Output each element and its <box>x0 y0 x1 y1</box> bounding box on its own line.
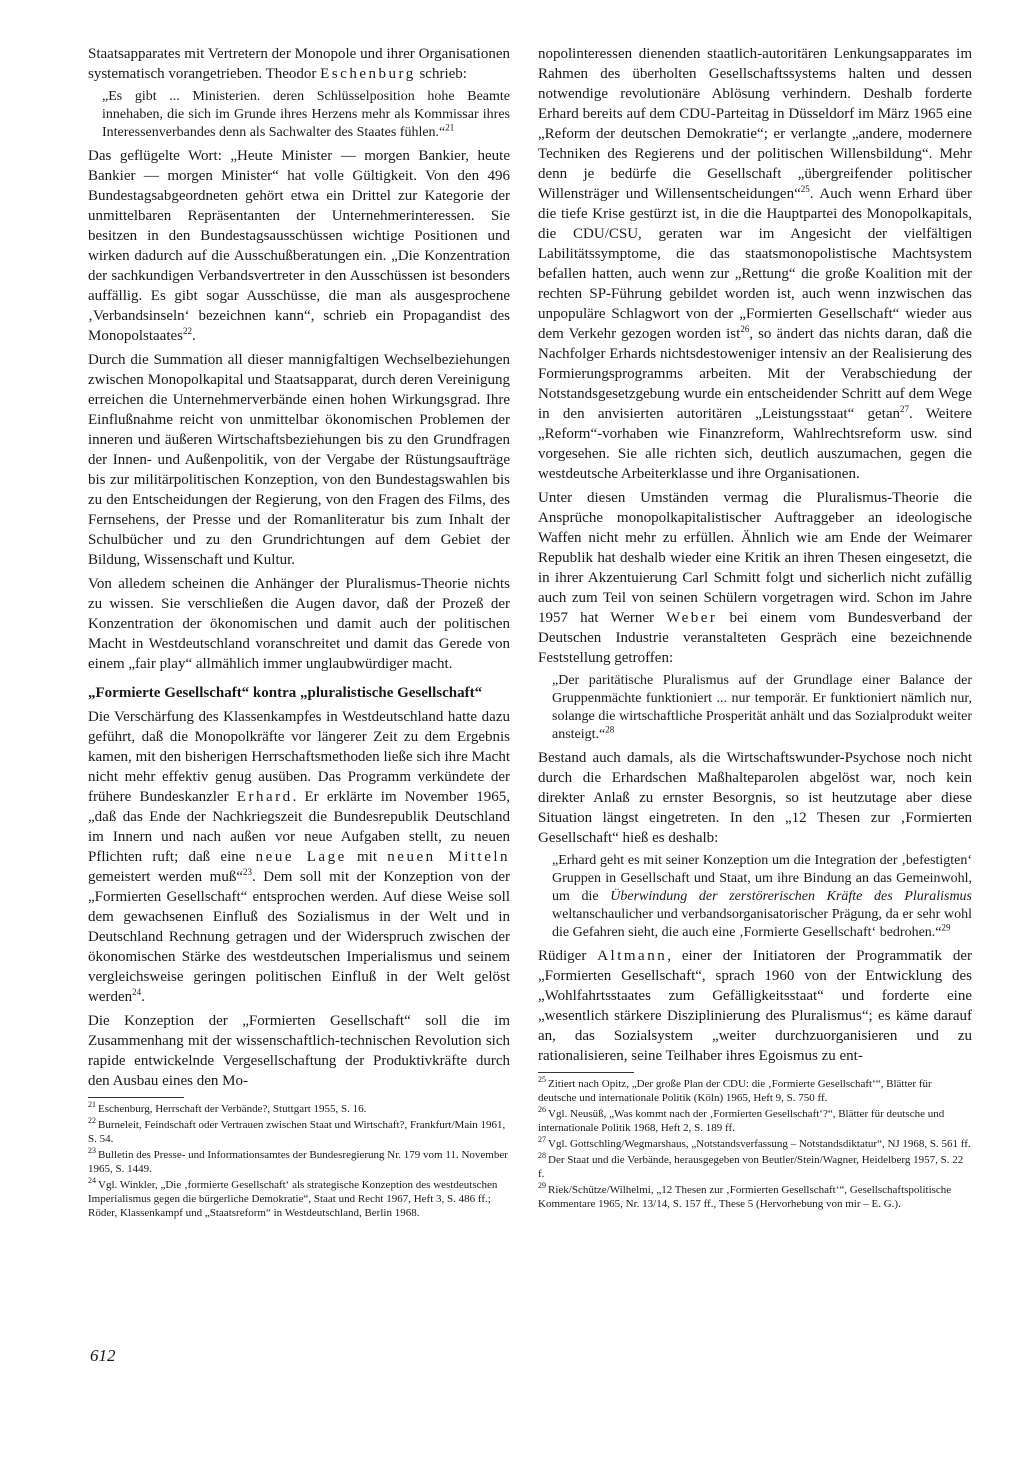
footnote: $^{24}$ Vgl. Winkler, „Die ‚formierte Gesellschaft‘ als strategische Konzeption des westdeutschen Imperialismus gegen die bürgerliche Demokratie“, Staat und Recht 1967, Heft 3, S. 486 ff.; Röder, Klassenkampf und „Staatsreform“ in Westdeutschland, Berlin 1968. <box>88 1176 498 1219</box>
paragraph: Die Verschärfung des Klassenkampfes in Westdeutschland hatte dazu geführt, daß die Monopolkräfte vor längerer Zeit zu dem Ergebnis kamen, mit den bisherigen Herrschaftsmethoden ließe sich ihre Macht nicht mehr effektiv genug ausüben. Das Programm verkündete der frühere Bundeskanzler Erhard. Er erklärte im November 1965, „daß das Ende der Nachkriegszeit die Bundesrepublik Deutschland im Innern und nach außen vor neue Aufgaben stellt, zu neuen Pflichten ruft; daß eine neue Lage mit neuen Mitteln gemeistert werden muß“$^{23}$. Dem soll mit der Konzeption von der „Formierten Gesellschaft“ entsprochen werden. Auf diese Weise soll dem gewachsenen Einfluß des Sozialismus in der Welt und in Deutschland Rechnung getragen und der Widerspruch zwischen der ökonomischen Stärke des westdeutschen Imperialismus und seinem vergleichsweise geringen politischen Einfluß in der Welt gelöst werden$^{24}$. <box>88 709 511 1005</box>
paragraph: Staatsapparates mit Vertretern der Monopole und ihrer Organisationen systematisch vorangetrieben. Theodor Eschenburg schrieb: <box>88 46 510 82</box>
author-name: Erhard <box>236 789 293 805</box>
paragraph: Rüdiger Altmann, einer der Initiatoren der Programmatik der „Formierten Gesellschaft“, sprach 1960 von der Entwicklung des „Wohlfahrtsstaates zum Gefälligkeitsstaat“ und forderte eine „wesentlich stärkere Disziplinierung des Pluralismus“; es käme darauf an, das Sozialsystem „weiter durchzuorganisieren und zu rationalisieren, seine Teilhaber ihres Egoismus zu ent- <box>538 948 973 1064</box>
author-name: Eschenburg <box>320 66 416 82</box>
paragraph: nopolinteressen dienenden staatlich-autoritären Lenkungsapparates im Rahmen des überholten Gesellschaftssystems halten und dessen notwendige revolutionäre Ablösung verhindern. Deshalb forderte Erhard bereits auf dem CDU-Parteitag in Düsseldorf im März 1965 eine „Reform der deutschen Demokratie“; er verlangte „andere, modernere Techniken des Regierens und der politischen Willensbildung“. Mehr denn je bedürfe die Gesellschaft „übergreifender politischer Willensträger und Willensentscheidungen“$^{25}$. Auch wenn Erhard über die tiefe Krise gestürzt ist, in die die Hauptpartei des Monopolkapitals, die CDU/CSU, geraten war im Angesicht der vielfältigen Labilitätssymptome, die das staatsmonopolistische Machtsystem befallen hatten, auch wenn zur „Rettung“ die große Koalition mit der rechten SP-Führung gebildet worden ist, auch wenn inzwischen das unpopuläre Schlagwort von der „Formierten Gesellschaft“ wieder aus dem Verkehr gezogen worden ist$^{26}$, so ändert das nichts daran, daß die Nachfolger Erhards nichtsdestoweniger intensiv an der Realisierung des Formierungsprogramms arbeiten. Mit der Verabschiedung der Notstandsgesetzgebung wurde ein entscheidender Schritt auf dem Wege in den anvisierten autoritären „Leistungsstaat“ getan$^{27}$. Weitere „Reform“-vorhaben wie Finanzreform, Wahlrechtsreform usw. sind vorgesehen. Sie alle richten sich, deutlich auszumachen, gegen die westdeutsche Arbeiterklasse und ihre Organisationen. <box>538 46 972 482</box>
footnote-ref: 23 <box>242 867 252 877</box>
section-heading: „Formierte Gesellschaft“ kontra „pluralistische Gesellschaft“ <box>88 685 483 701</box>
paragraph: Von alledem scheinen die Anhänger der Pluralismus-Theorie nichts zu wissen. Sie verschließen die Augen davor, daß der Prozeß der Konzentration der ökonomischen und damit auch der politischen Macht in Westdeutschland voranschreitet und damit das Gerede von einem „fair play“ allmählich immer unglaubwürdiger macht. <box>88 576 510 672</box>
footnote: $^{27}$ Vgl. Gottschling/Wegmarshaus, „Notstandsverfassung – Notstandsdiktatur“, NJ 1968, S. 561 ff. <box>538 1135 971 1150</box>
emphasis: Überwindung der zerstörerischen Kräfte des Pluralismus <box>610 889 972 904</box>
left-column <box>88 44 510 1222</box>
paragraph: Unter diesen Umständen vermag die Pluralismus-Theorie die Ansprüche monopolkapitalistischer Auftraggeber an ideologische Waffen nicht mehr zu erfüllen. Ähnlich wie am Ende der Weimarer Republik hat deshalb wieder eine Kritik an ihren Thesen eingesetzt, die in ihrer Akzentuierung Carl Schmitt folgt und sicherlich nicht zufällig auch zum Teil von seinen Schülern vorgetragen wird. Schon im Jahre 1957 hat Werner Weber bei einem vom Bundesverband der Deutschen Industrie veranstalteten Gespräch eine bezeichnende Feststellung getroffen: <box>538 490 973 666</box>
author-name: Weber <box>666 610 718 626</box>
paragraph: Das geflügelte Wort: „Heute Minister — morgen Bankier, heute Bankier — morgen Minister“ hat volle Gültigkeit. Von den 496 Bundestagsabgeordneten gehört etwa ein Drittel zur Kategorie der unmittelbaren Repräsentanten der Unternehmerinteressen. Sie besitzen in den Bundestagsausschüssen wichtige Positionen und wirken dadurch auf die Ausschußberatungen ein. „Die Konzentration der sachkundigen Verbandsvertreter in den Ausschüssen ist besonders auffällig. Es gibt sogar Ausschüsse, die man als ausgesprochene ‚Verbandsinseln‘ bezeichnen kann“, schrieb ein Propagandist des Monopolstaates$^{22}$. <box>88 148 510 344</box>
footnote-divider <box>538 1072 634 1073</box>
paragraph: Durch die Summation all dieser mannigfaltigen Wechselbeziehungen zwischen Monopolkapital und Staatsapparat, durch deren Vereinigung erreichen die Unternehmerverbände einen hohen Wirkungsgrad. Ihre Einflußnahme reicht von unmittelbar ökonomischen Problemen der inneren und äußeren Wirtschaftsbeziehungen bis zu den Grundfragen der Innen- und Außenpolitik, von der Vergabe der Rüstungsaufträge bis zur militärpolitischen Konzeption, von den Bundestagswahlen bis zu den Entscheidungen der Regierung, von den Fragen des Films, des Fernsehens, der Presse und der Romanliteratur bis zum Inhalt der Schulbücher und zu den Grundrichtungen auf dem Gebiet der Bildung, Wissenschaft und Kultur. <box>88 352 510 568</box>
quote: „Erhard geht es mit seiner Konzeption um die Integration der ‚befestigten‘ Gruppen in Gesellschaft und Staat, um ihre Bindung an das Gemeinwohl, um die Überwindung der zerstörerischen Kräfte des Pluralismus weltanschaulicher und verbandsorganisatorischer Prägung, da er sehr wohl die Gefahren sieht, die auch eine ‚Formierte Gesellschaft‘ bedrohen.“$^{29}$ <box>552 853 972 940</box>
quote: „Der paritätische Pluralismus auf der Grundlage einer Balance der Gruppenmächte funktioniert ... nur temporär. Er funktioniert nämlich nur, solange die wirtschaftliche Prosperität anhält und das Sozialprodukt weiter ansteigt.“$^{28}$ <box>552 673 972 742</box>
footnotes <box>88 1102 510 1220</box>
quote: „Es gibt ... Ministerien. deren Schlüsselposition hohe Beamte innehaben, die sich im Grunde ihres Herzens mehr als Kommissar ihres Interessenverbandes denn als Sachwalter des Staates fühlen.“$^{21}$ <box>102 89 510 140</box>
footnote: $^{26}$ Vgl. Neusüß, „Was kommt nach der ‚Formierten Gesellschaft‘?“, Blätter für deutsche und internationale Politik 1968, Heft 2, S. 189 ff. <box>538 1105 945 1134</box>
footnote-ref: 26 <box>740 324 750 334</box>
footnote-ref: 22 <box>183 326 192 336</box>
paragraph: Bestand auch damals, als die Wirtschaftswunder-Psychose noch nicht durch die Erhardschen Maßhalteparolen abgelöst war, noch kein direkter Anlaß zu ernster Besorgnis, so ist heutzutage aber diese Situation längst eingetreten. In den „12 Thesen zur ‚Formierten Gesellschaft“ hieß es deshalb: <box>538 750 972 846</box>
paragraph: Die Konzeption der „Formierten Gesellschaft“ soll die im Zusammenhang mit der wissenschaftlich-technischen Revolution sich rapide entwickelnde Vergesellschaftung der Produktivkräfte durch den Ausbau eines den Mo- <box>88 1013 510 1089</box>
footnote: $^{28}$ Der Staat und die Verbände, herausgegeben von Beutler/Stein/Wagner, Heidelberg 1957, S. 22 f. <box>538 1151 964 1180</box>
footnote-ref: 24 <box>132 987 142 997</box>
footnote-ref: 27 <box>900 404 909 414</box>
footnote: $^{21}$ Eschenburg, Herrschaft der Verbände?, Stuttgart 1955, S. 16. <box>88 1100 367 1115</box>
footnote-ref: 25 <box>800 184 810 194</box>
footnote-divider <box>88 1097 184 1098</box>
page-number: 612 <box>90 1346 116 1365</box>
author-name: Altmann <box>597 948 668 964</box>
footnote: $^{22}$ Burneleit, Feindschaft oder Vertrauen zwischen Staat und Wirtschaft?, Frankfurt/Main 1961, S. 54. <box>88 1116 506 1145</box>
footnotes <box>538 1077 972 1211</box>
footnote: $^{25}$ Zitiert nach Opitz, „Der große Plan der CDU: die ‚Formierte Gesellschaft‘“, Blätter für deutsche und internationale Politik (Köln) 1965, Heft 9, S. 750 ff. <box>538 1075 932 1104</box>
footnote-ref: 29 <box>941 922 951 933</box>
footnote: $^{29}$ Riek/Schütze/Wilhelmi, „12 Thesen zur ‚Formierten Gesellschaft‘“, Gesellschaftspolitische Kommentare 1965, Nr. 13/14, S. 157 ff., These 5 (Hervorhebung von mir – E. G.). <box>538 1181 952 1210</box>
footnote: $^{23}$ Bulletin des Presse- und Informationsamtes der Bundesregierung Nr. 179 vom 11. November 1965, S. 1449. <box>88 1146 508 1175</box>
footnote-ref: 21 <box>445 122 455 133</box>
footnote-ref: 28 <box>605 724 615 735</box>
right-column <box>538 44 972 1213</box>
